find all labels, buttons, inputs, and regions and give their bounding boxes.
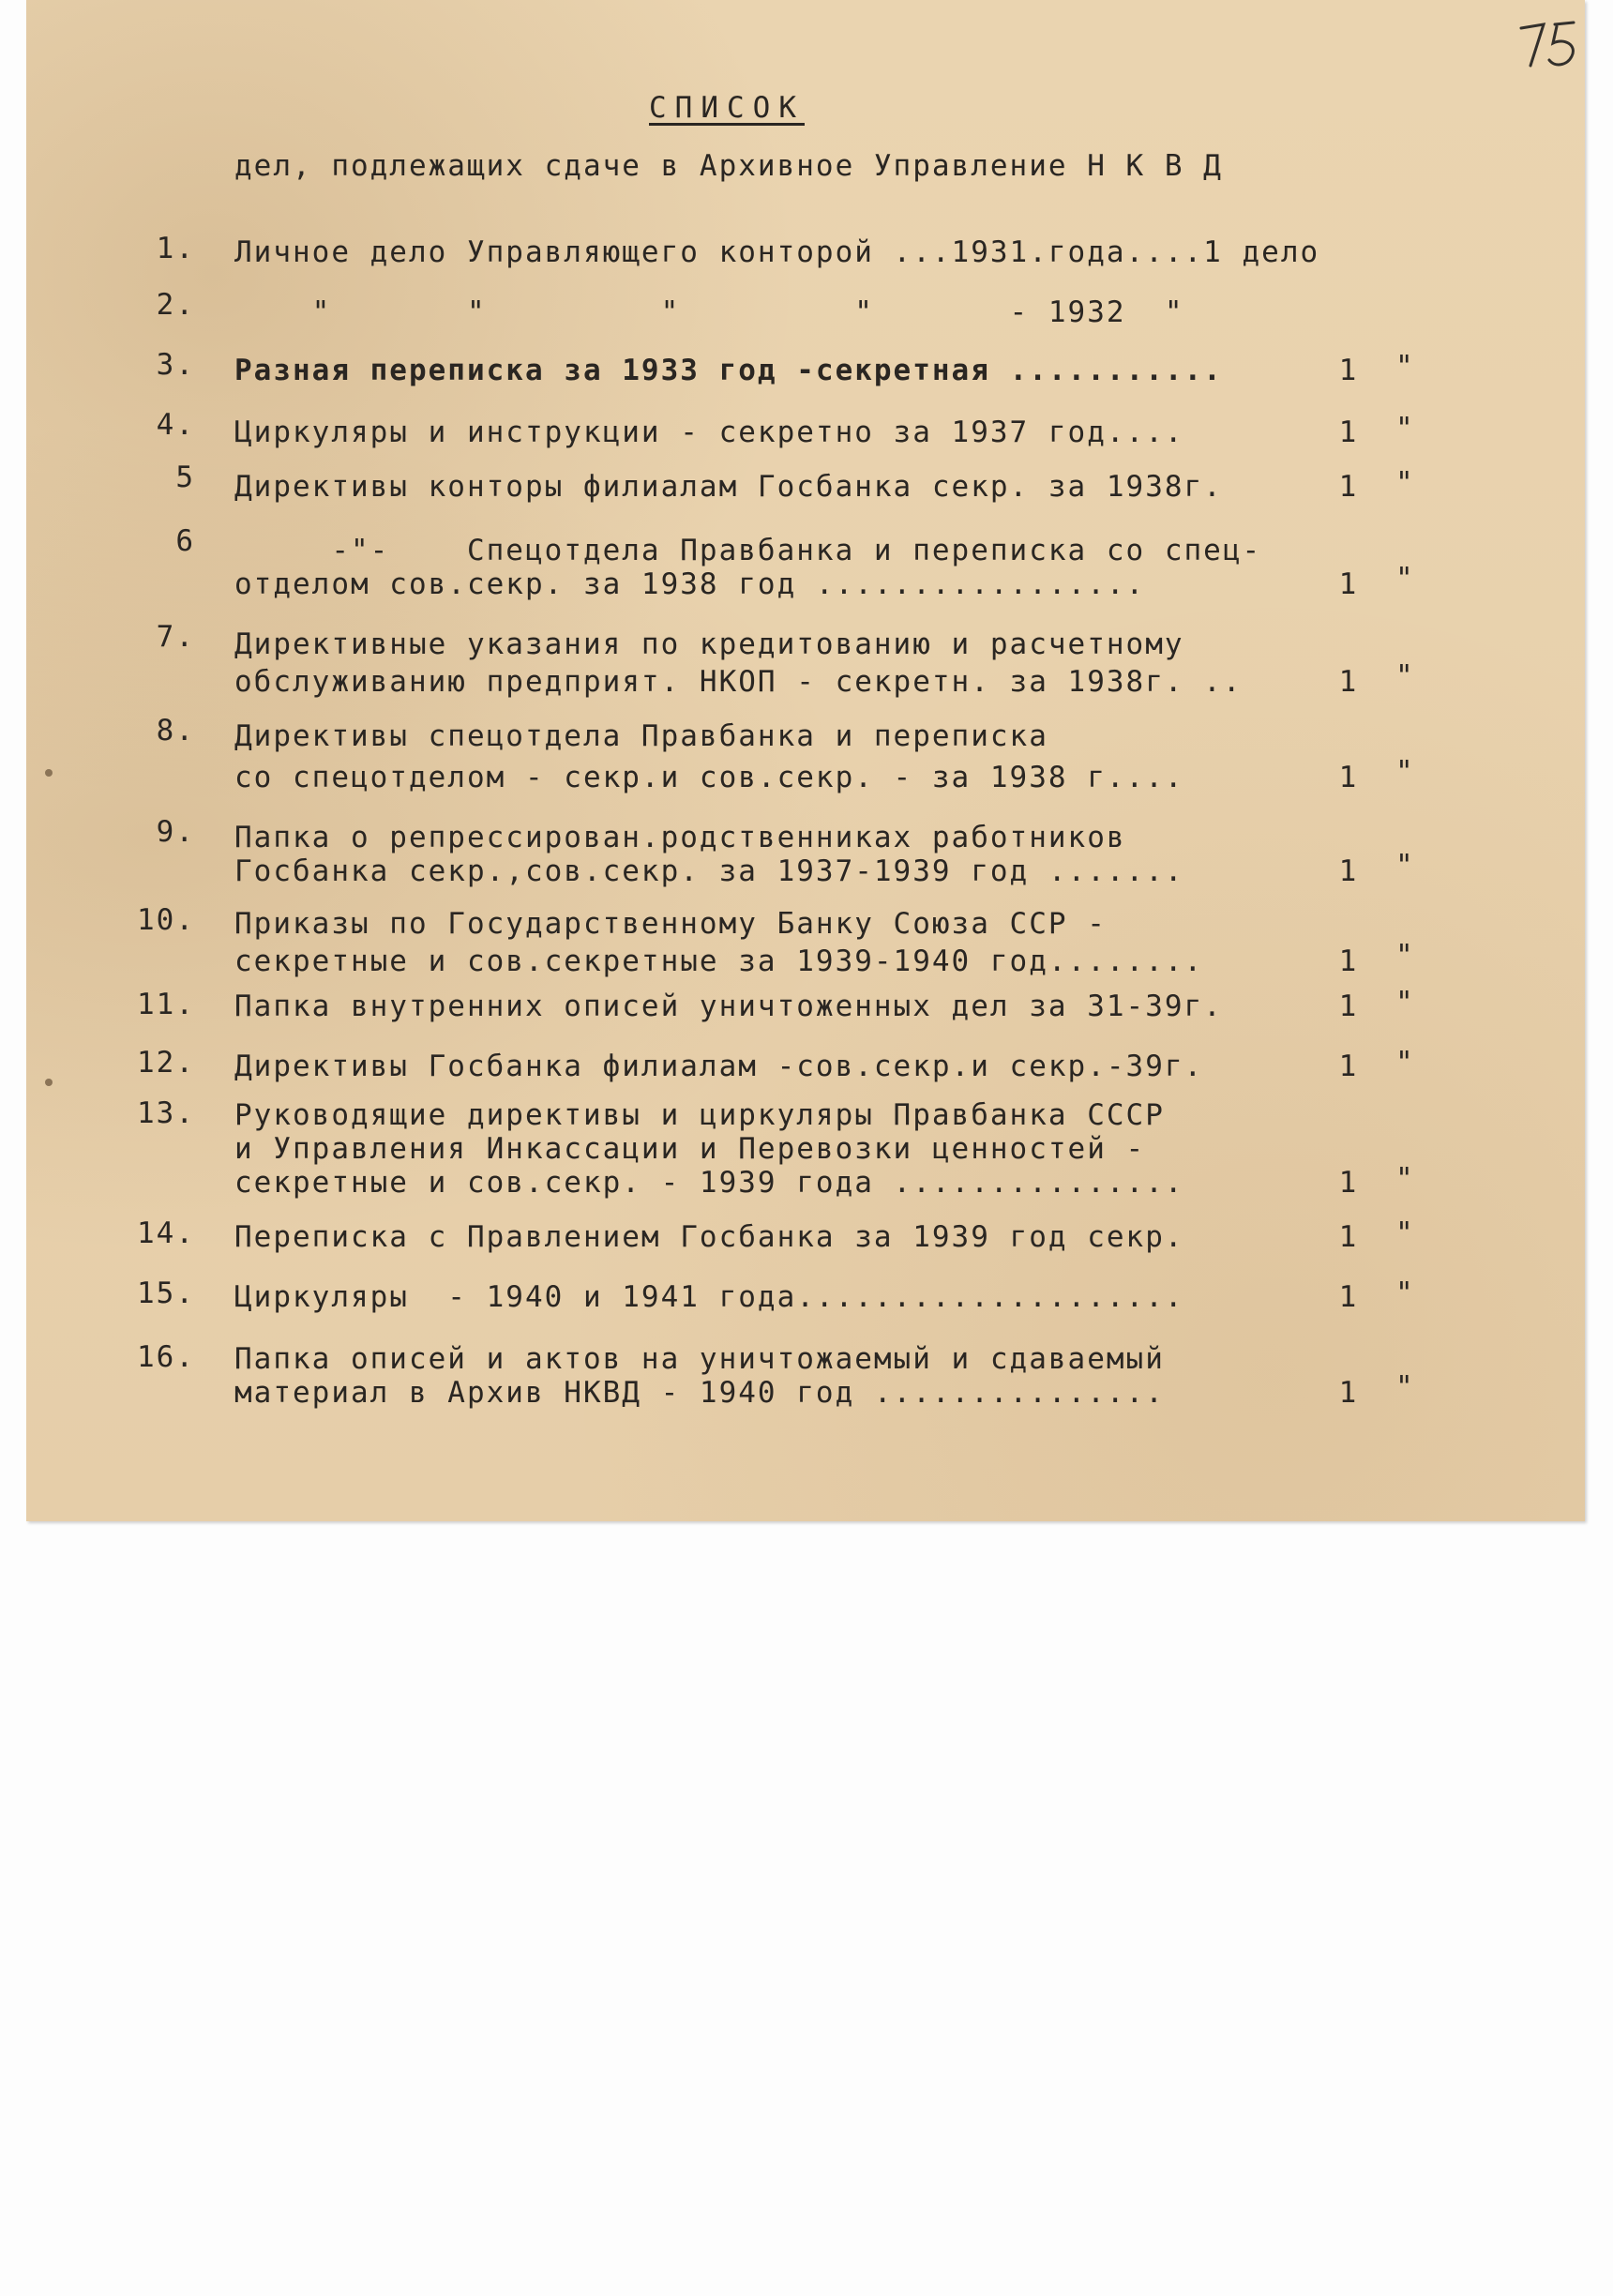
item-count: 1 — [1338, 567, 1359, 601]
item-count: 1 — [1338, 854, 1359, 888]
item-text: Руководящие директивы и циркуляры Правбанка СССР — [234, 1098, 1165, 1132]
item-number: 11. — [137, 988, 195, 1021]
binding-hole — [45, 769, 53, 777]
item-number: 16. — [137, 1340, 195, 1374]
item-text: Циркуляры и инструкции - секретно за 1937 год.... — [234, 415, 1184, 449]
item-number: 5 — [175, 461, 195, 494]
item-unit: " — [1395, 1162, 1415, 1196]
document-sheet — [26, 0, 1585, 1521]
item-number: 6 — [175, 524, 195, 558]
item-unit: " — [1395, 849, 1415, 883]
item-count: 1 — [1338, 470, 1359, 504]
item-unit: " — [1395, 1216, 1415, 1250]
item-number: 13. — [137, 1096, 195, 1130]
item-unit: " — [1395, 412, 1415, 446]
item-text: секретные и сов.секретные за 1939-1940 год........ — [234, 944, 1204, 978]
item-count: 1 — [1338, 665, 1359, 699]
item-unit: " — [1395, 562, 1415, 596]
item-count: 1 — [1338, 1050, 1359, 1083]
item-count: 1 — [1338, 1376, 1359, 1410]
item-unit: " — [1395, 986, 1415, 1020]
item-count: 1 — [1338, 944, 1359, 978]
item-number: 10. — [137, 903, 195, 937]
item-number: 15. — [137, 1276, 195, 1310]
item-unit: " — [1395, 1276, 1415, 1310]
item-text: Папка о репрессирован.родственниках работников — [234, 821, 1126, 854]
item-text: секретные и сов.секр. - 1939 года ............... — [234, 1166, 1184, 1200]
item-text: Разная переписка за 1933 год -секретная ........... — [234, 354, 1223, 387]
item-number: 3. — [156, 348, 195, 382]
item-text: " " " " - 1932 " — [234, 295, 1184, 329]
item-text: Директивы Госбанка филиалам -сов.секр.и секр.-39г. — [234, 1050, 1204, 1083]
item-text: Папка описей и актов на уничтожаемый и сдаваемый — [234, 1342, 1165, 1376]
item-unit: " — [1395, 755, 1415, 789]
item-number: 2. — [156, 288, 195, 322]
item-text: Директивы спецотдела Правбанка и переписка — [234, 719, 1048, 753]
item-text: Переписка с Правлением Госбанка за 1939 год секр. — [234, 1220, 1184, 1254]
item-count: 1 — [1338, 354, 1359, 387]
item-number: 8. — [156, 714, 195, 748]
item-number: 7. — [156, 620, 195, 654]
item-text: материал в Архив НКВД - 1940 год ............... — [234, 1376, 1165, 1410]
item-text: Директивные указания по кредитованию и расчетному — [234, 627, 1184, 661]
document-title: СПИСОК — [649, 91, 805, 125]
item-text: Личное дело Управляющего конторой ...1931.года....1 дело — [234, 235, 1320, 269]
item-unit: " — [1395, 1046, 1415, 1080]
item-number: 4. — [156, 408, 195, 442]
item-unit: " — [1395, 466, 1415, 500]
item-unit: " — [1395, 939, 1415, 973]
item-text: Папка внутренних описей уничтоженных дел за 31-39г. — [234, 989, 1223, 1023]
item-text: Приказы по Государственному Банку Союза ССР - — [234, 907, 1107, 941]
item-text: и Управления Инкассации и Перевозки ценностей - — [234, 1132, 1146, 1166]
item-count: 1 — [1338, 761, 1359, 794]
item-text: Циркуляры - 1940 и 1941 года.................... — [234, 1280, 1184, 1314]
item-text: со спецотделом - секр.и сов.секр. - за 1938 г.... — [234, 761, 1184, 794]
item-number: 12. — [137, 1046, 195, 1080]
folio-number-handwritten — [1515, 17, 1581, 73]
item-number: 1. — [156, 232, 195, 265]
item-text: Директивы конторы филиалам Госбанка секр. за 1938г. — [234, 470, 1223, 504]
item-text: обслуживанию предприят. НКОП - секретн. за 1938г. .. — [234, 665, 1243, 699]
item-number: 14. — [137, 1216, 195, 1250]
item-number: 9. — [156, 815, 195, 849]
item-count: 1 — [1338, 1166, 1359, 1200]
item-count: 1 — [1338, 989, 1359, 1023]
item-unit: " — [1395, 350, 1415, 384]
item-count: 1 — [1338, 415, 1359, 449]
item-unit: " — [1395, 659, 1415, 693]
document-subtitle: дел, подлежащих сдаче в Архивное Управление Н К В Д — [234, 149, 1223, 183]
item-text: -"- Спецотдела Правбанка и переписка со спец- — [234, 534, 1262, 567]
item-text: отделом сов.секр. за 1938 год ................. — [234, 567, 1146, 601]
item-count: 1 — [1338, 1280, 1359, 1314]
item-text: Госбанка секр.,сов.секр. за 1937-1939 год ....... — [234, 854, 1184, 888]
binding-hole — [45, 1079, 53, 1086]
item-count: 1 — [1338, 1220, 1359, 1254]
item-unit: " — [1395, 1370, 1415, 1404]
